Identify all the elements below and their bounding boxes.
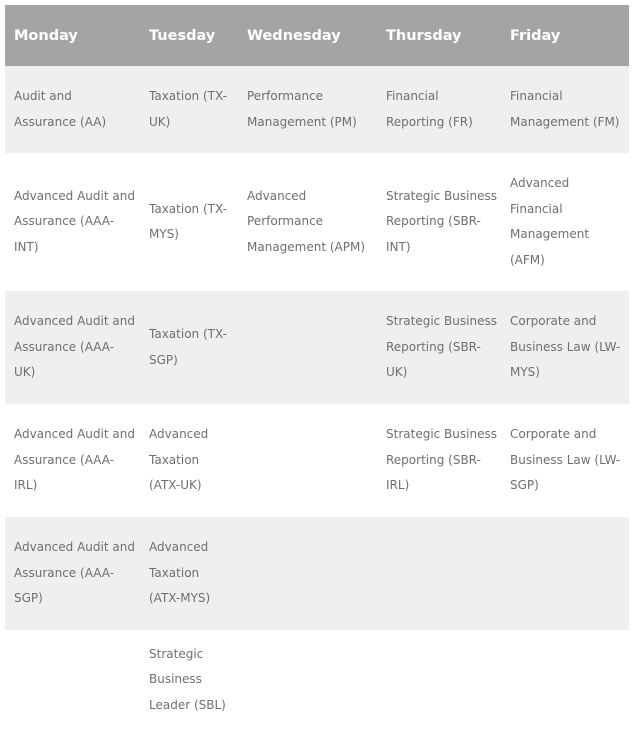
table-cell: Advanced Audit and Assurance (AAA- INT) [14, 188, 135, 254]
table-cell: Corporate and Business Law (LW- MYS) [510, 314, 621, 380]
header-wednesday: Wednesday [247, 27, 341, 44]
table-cell: Performance Management (PM) [247, 89, 357, 129]
table-cell: Advanced Performance Management (APM) [247, 188, 366, 254]
header-tuesday: Tuesday [149, 27, 216, 44]
table-cell: Strategic Business Reporting (SBR- INT) [386, 188, 497, 254]
table-row [5, 153, 629, 291]
table-cell [5, 630, 140, 730]
table-cell: Advanced Audit and Assurance (AAA- SGP) [14, 540, 135, 606]
table-cell [238, 630, 377, 730]
table-cell [377, 517, 501, 630]
exam-schedule-table [5, 5, 629, 730]
table-cell: Advanced Financial Management (AFM) [510, 176, 590, 267]
table-cell: Strategic Business Reporting (SBR- UK) [386, 314, 497, 380]
table-cell: Taxation (TX- UK) [149, 89, 227, 129]
table-cell: Strategic Business Leader (SBL) [149, 646, 226, 712]
table-row [5, 291, 629, 404]
header-monday: Monday [14, 27, 78, 44]
table-cell [238, 291, 377, 404]
table-cell [238, 517, 377, 630]
table-cell [501, 517, 629, 630]
table-cell: Taxation (TX- MYS) [149, 201, 227, 241]
table-cell: Audit and Assurance (AA) [14, 89, 107, 129]
table-cell: Financial Reporting (FR) [386, 89, 473, 129]
table-cell: Corporate and Business Law (LW- SGP) [510, 427, 621, 493]
table-cell: Financial Management (FM) [510, 89, 620, 129]
header-friday: Friday [510, 27, 561, 44]
header-thursday: Thursday [386, 27, 462, 44]
table-row [5, 66, 629, 153]
table-cell [238, 404, 377, 517]
table-cell: Advanced Taxation (ATX-UK) [149, 427, 209, 493]
table-cell: Taxation (TX- SGP) [149, 327, 227, 367]
table-header-row [5, 5, 629, 66]
table-row [5, 404, 629, 517]
table-cell: Advanced Taxation (ATX-MYS) [149, 540, 211, 606]
table-row [5, 630, 629, 730]
table-cell: Advanced Audit and Assurance (AAA- IRL) [14, 427, 135, 493]
table-cell: Advanced Audit and Assurance (AAA- UK) [14, 314, 135, 380]
table-cell: Strategic Business Reporting (SBR- IRL) [386, 427, 497, 493]
table-row [5, 517, 629, 630]
table-cell [501, 630, 629, 730]
table-cell [377, 630, 501, 730]
